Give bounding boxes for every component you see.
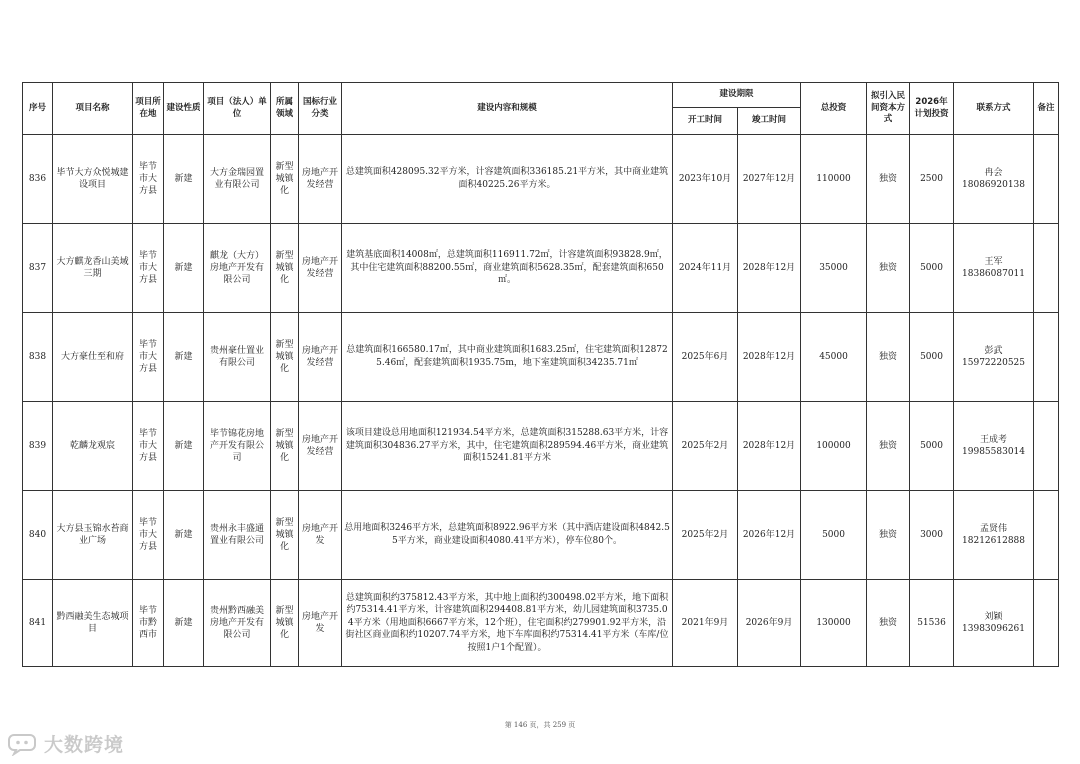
cell-nature: 新建 <box>164 491 204 580</box>
cell-unit: 麒龙（大方）房地产开发有限公司 <box>204 224 271 313</box>
cell-domain: 新型城镇化 <box>271 135 299 224</box>
contact-name: 刘颖 <box>984 611 1003 622</box>
cell-domain: 新型城镇化 <box>271 224 299 313</box>
header-unit: 项目（法人）单位 <box>204 83 271 135</box>
cell-remark <box>1034 224 1059 313</box>
cell-scope: 建筑基底面积14008㎡，总建筑面积116911.72㎡，计容建筑面积93828.9㎡，其中住宅建筑面积88200.55㎡，商业建筑面积5628.35㎡，配套建筑面积650㎡。 <box>342 224 673 313</box>
cell-end: 2028年12月 <box>738 313 801 402</box>
table-row <box>23 580 1059 667</box>
header-start: 开工时间 <box>673 108 738 135</box>
cell-seq: 840 <box>23 491 53 580</box>
cell-scope: 该项目建设总用地面积121934.54平方米，总建筑面积315288.63平方米，计容建筑面积304836.27平方米，其中，住宅建筑面积289594.46平方米，商业建筑面积15241.81平方米 <box>342 402 673 491</box>
cell-location: 毕节市大方县 <box>133 313 164 402</box>
cell-unit: 毕节锦花房地产开发有限公司 <box>204 402 271 491</box>
cell-start: 2024年11月 <box>673 224 738 313</box>
header-period: 建设期限 <box>673 83 801 108</box>
cell-contact <box>954 402 1034 491</box>
cell-end: 2028年12月 <box>738 224 801 313</box>
cell-industry: 房地产开发经营 <box>299 224 342 313</box>
cell-investment: 100000 <box>801 402 867 491</box>
watermark <box>8 730 124 757</box>
header-remark: 备注 <box>1034 83 1059 135</box>
header-seq: 序号 <box>23 83 53 135</box>
cell-nature: 新建 <box>164 224 204 313</box>
cell-seq: 836 <box>23 135 53 224</box>
cell-name: 大方豪仕至和府 <box>53 313 133 402</box>
cell-location: 毕节市大方县 <box>133 491 164 580</box>
cell-nature: 新建 <box>164 313 204 402</box>
cell-plan2026: 3000 <box>910 491 954 580</box>
contact-phone: 18086920138 <box>962 180 1026 190</box>
table-row <box>23 491 1059 580</box>
cell-end: 2028年12月 <box>738 402 801 491</box>
cell-location: 毕节市黔西市 <box>133 580 164 667</box>
cell-nature: 新建 <box>164 580 204 667</box>
contact-name: 孟贤伟 <box>980 523 1008 534</box>
header-capital: 拟引入民间资本方式 <box>867 83 910 135</box>
table-row <box>23 402 1059 491</box>
cell-contact <box>954 313 1034 402</box>
cell-scope: 总建筑面积166580.17㎡，其中商业建筑面积1683.25㎡，住宅建筑面积128725.46㎡，配套建筑面积1935.75m，地下室建筑面积34235.71㎡ <box>342 313 673 402</box>
cell-scope: 总用地面积3246平方米，总建筑面积8922.96平方米（其中酒店建设面积4842.55平方米，商业建设面积4080.41平方米），停车位80个。 <box>342 491 673 580</box>
cell-end: 2027年12月 <box>738 135 801 224</box>
contact-phone: 19985583014 <box>962 447 1026 457</box>
cell-plan2026: 5000 <box>910 402 954 491</box>
contact-name: 冉会 <box>984 167 1003 178</box>
table-row <box>23 224 1059 313</box>
header-nature: 建设性质 <box>164 83 204 135</box>
cell-seq: 837 <box>23 224 53 313</box>
cell-name: 大方县玉锦水苔商业广场 <box>53 491 133 580</box>
contact-phone: 15972220525 <box>962 358 1026 368</box>
cell-contact <box>954 135 1034 224</box>
header-end: 竣工时间 <box>738 108 801 135</box>
cell-domain: 新型城镇化 <box>271 491 299 580</box>
cell-investment: 5000 <box>801 491 867 580</box>
cell-plan2026: 5000 <box>910 224 954 313</box>
cell-domain: 新型城镇化 <box>271 580 299 667</box>
cell-start: 2025年2月 <box>673 402 738 491</box>
contact-phone: 13983096261 <box>962 624 1026 634</box>
contact-name: 王成考 <box>980 434 1008 445</box>
cell-plan2026: 5000 <box>910 313 954 402</box>
cell-name: 大方麒龙香山美域三期 <box>53 224 133 313</box>
project-table <box>22 82 1059 667</box>
cell-capital: 独资 <box>867 402 910 491</box>
page-number: 第 146 页，共 259 页 <box>504 721 576 729</box>
cell-name: 黔西融美生态城项目 <box>53 580 133 667</box>
cell-end: 2026年12月 <box>738 491 801 580</box>
cell-scope: 总建筑面积约375812.43平方米，其中地上面积约300498.02平方米，地下面积约75314.41平方米，计容建筑面积294408.81平方米，幼儿园建筑面积3735.04平方米（用地面积6667平方米，12个班），住宅面积约279901.92平方米，沿街社区商业面积约10207.74平方米，地下车库面积约75314.41平方米（车库/位按照1户1个配置）。 <box>342 580 673 667</box>
header-industry: 国标行业分类 <box>299 83 342 135</box>
table-row <box>23 313 1059 402</box>
cell-name: 乾麟龙观宸 <box>53 402 133 491</box>
cell-contact <box>954 224 1034 313</box>
table-row <box>23 135 1059 224</box>
watermark-text: 大数跨境 <box>44 734 125 756</box>
cell-unit: 大方金瑞园置业有限公司 <box>204 135 271 224</box>
cell-investment: 45000 <box>801 313 867 402</box>
cell-seq: 841 <box>23 580 53 667</box>
cell-start: 2025年6月 <box>673 313 738 402</box>
cell-remark <box>1034 580 1059 667</box>
header-plan2026: 2026年计划投资 <box>910 83 954 135</box>
cell-remark <box>1034 491 1059 580</box>
cell-scope: 总建筑面积428095.32平方米，计容建筑面积336185.21平方米，其中商业建筑面积40225.26平方米。 <box>342 135 673 224</box>
cell-investment: 110000 <box>801 135 867 224</box>
header-domain: 所属领域 <box>271 83 299 135</box>
header-contact: 联系方式 <box>954 83 1034 135</box>
cell-domain: 新型城镇化 <box>271 402 299 491</box>
cell-industry: 房地产开发 <box>299 491 342 580</box>
cell-investment: 35000 <box>801 224 867 313</box>
cell-capital: 独资 <box>867 224 910 313</box>
header-investment: 总投资 <box>801 83 867 135</box>
cell-remark <box>1034 313 1059 402</box>
cell-plan2026: 2500 <box>910 135 954 224</box>
cell-seq: 839 <box>23 402 53 491</box>
header-location: 项目所在地 <box>133 83 164 135</box>
cell-capital: 独资 <box>867 135 910 224</box>
cell-industry: 房地产开发经营 <box>299 135 342 224</box>
cell-name: 毕节大方众悦城建设项目 <box>53 135 133 224</box>
cell-investment: 130000 <box>801 580 867 667</box>
cell-location: 毕节市大方县 <box>133 135 164 224</box>
cell-remark <box>1034 135 1059 224</box>
cell-contact <box>954 580 1034 667</box>
cell-unit: 贵州黔西融美房地产开发有限公司 <box>204 580 271 667</box>
cell-unit: 贵州永丰盛通置业有限公司 <box>204 491 271 580</box>
cell-nature: 新建 <box>164 402 204 491</box>
cell-capital: 独资 <box>867 580 910 667</box>
cell-domain: 新型城镇化 <box>271 313 299 402</box>
cell-industry: 房地产开发经营 <box>299 313 342 402</box>
cell-unit: 贵州豪仕置业有限公司 <box>204 313 271 402</box>
cell-start: 2025年2月 <box>673 491 738 580</box>
header-name: 项目名称 <box>53 83 133 135</box>
cell-capital: 独资 <box>867 313 910 402</box>
contact-name: 王军 <box>984 256 1003 267</box>
cell-industry: 房地产开发 <box>299 580 342 667</box>
contact-phone: 18212612888 <box>962 536 1026 546</box>
cell-start: 2021年9月 <box>673 580 738 667</box>
header-row-1 <box>23 83 1059 108</box>
table-body <box>23 135 1059 667</box>
cell-remark <box>1034 402 1059 491</box>
contact-phone: 18386087011 <box>962 269 1026 279</box>
cell-industry: 房地产开发经营 <box>299 402 342 491</box>
header-scope: 建设内容和规模 <box>342 83 673 135</box>
cell-contact <box>954 491 1034 580</box>
cell-capital: 独资 <box>867 491 910 580</box>
cell-end: 2026年9月 <box>738 580 801 667</box>
cell-location: 毕节市大方县 <box>133 224 164 313</box>
cell-start: 2023年10月 <box>673 135 738 224</box>
contact-name: 彭武 <box>984 345 1003 356</box>
cell-nature: 新建 <box>164 135 204 224</box>
chat-bubble-logo-icon <box>8 732 38 756</box>
cell-location: 毕节市大方县 <box>133 402 164 491</box>
cell-seq: 838 <box>23 313 53 402</box>
cell-plan2026: 51536 <box>910 580 954 667</box>
